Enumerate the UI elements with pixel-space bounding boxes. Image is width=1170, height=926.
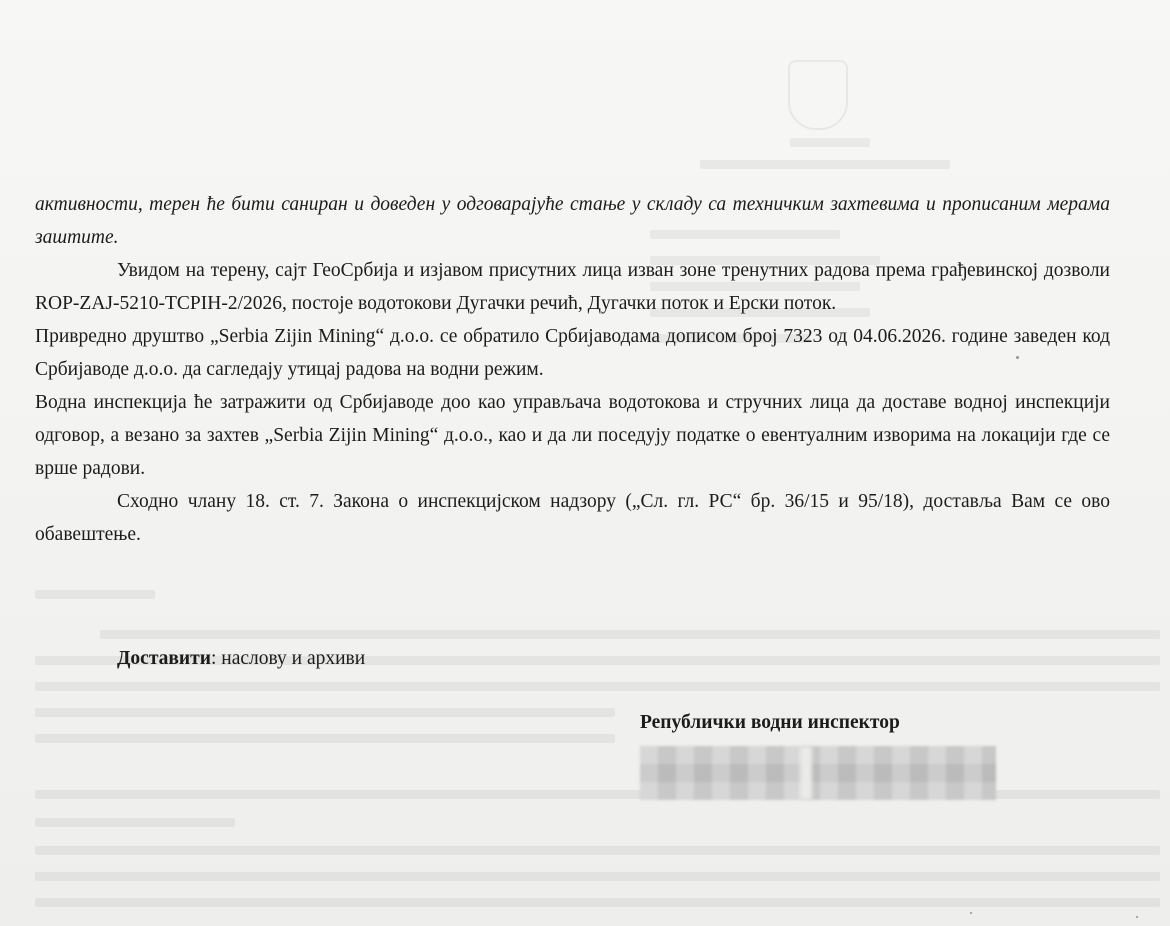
paragraph: Сходно члану 18. ст. 7. Закона о инспекцијском надзору („Сл. гл. РС“ бр. 36/15 и 95/18), доставља Вам се ово обавештење.: [35, 491, 1110, 545]
ghost-line: [35, 898, 1160, 907]
ghost-emblem: [788, 60, 848, 130]
paper-speck: [970, 912, 972, 914]
redacted-gap: [800, 746, 812, 800]
ghost-line: [790, 138, 870, 147]
ghost-line: [35, 682, 1160, 691]
ghost-line: [35, 708, 615, 717]
paragraph: Увидом на терену, сајт ГеоСрбија и изјавом присутних лица изван зоне тренутних радова према грађевинској дозволи ROP-ZAJ-5210-TCPIH-2/2026, постоје водотокови Дугачки речић, Дугачки поток и Ерски поток.: [35, 260, 1110, 314]
paragraph: Привредно друштво „Serbia Zijin Mining“ д.о.о. се обратило Србијаводама дописом број 7323 од 04.06.2026. године заведен код Србијаводе д.о.о. да сагледају утицај радова на водни режим.: [35, 326, 1110, 380]
ghost-line: [35, 846, 1160, 855]
paragraph-block: [35, 254, 1110, 551]
delivery-label: Доставити: [117, 648, 211, 669]
ghost-line: [35, 872, 1160, 881]
ghost-line: [100, 630, 1160, 639]
paragraph: Водна инспекција ће затражити од Србијаводе доо као управљача водотокова и стручних лица да доставе водној инспекцији одговор, а везано за захтев „Serbia Zijin Mining“ д.о.о., као и да ли поседују податке о евентуалним изворима на локацији где се врше радови.: [35, 392, 1110, 479]
ghost-line: [35, 590, 155, 599]
delivery-recipients: : наслову и архиви: [210, 648, 366, 669]
signature-title: Републички водни инспектор: [640, 712, 900, 733]
italic-paragraph: активности, терен ће бити саниран и доведен у одговарајуће стање у складу са техничким захтевима и прописаним мерама заштите.: [35, 194, 1110, 248]
ghost-line: [35, 818, 235, 827]
delivery-line: [117, 642, 365, 675]
ghost-line: [35, 734, 615, 743]
redacted-signature-name: [640, 746, 996, 800]
paper-speck: [1136, 916, 1138, 918]
paper-speck: [1016, 356, 1019, 359]
ghost-line: [700, 160, 950, 169]
